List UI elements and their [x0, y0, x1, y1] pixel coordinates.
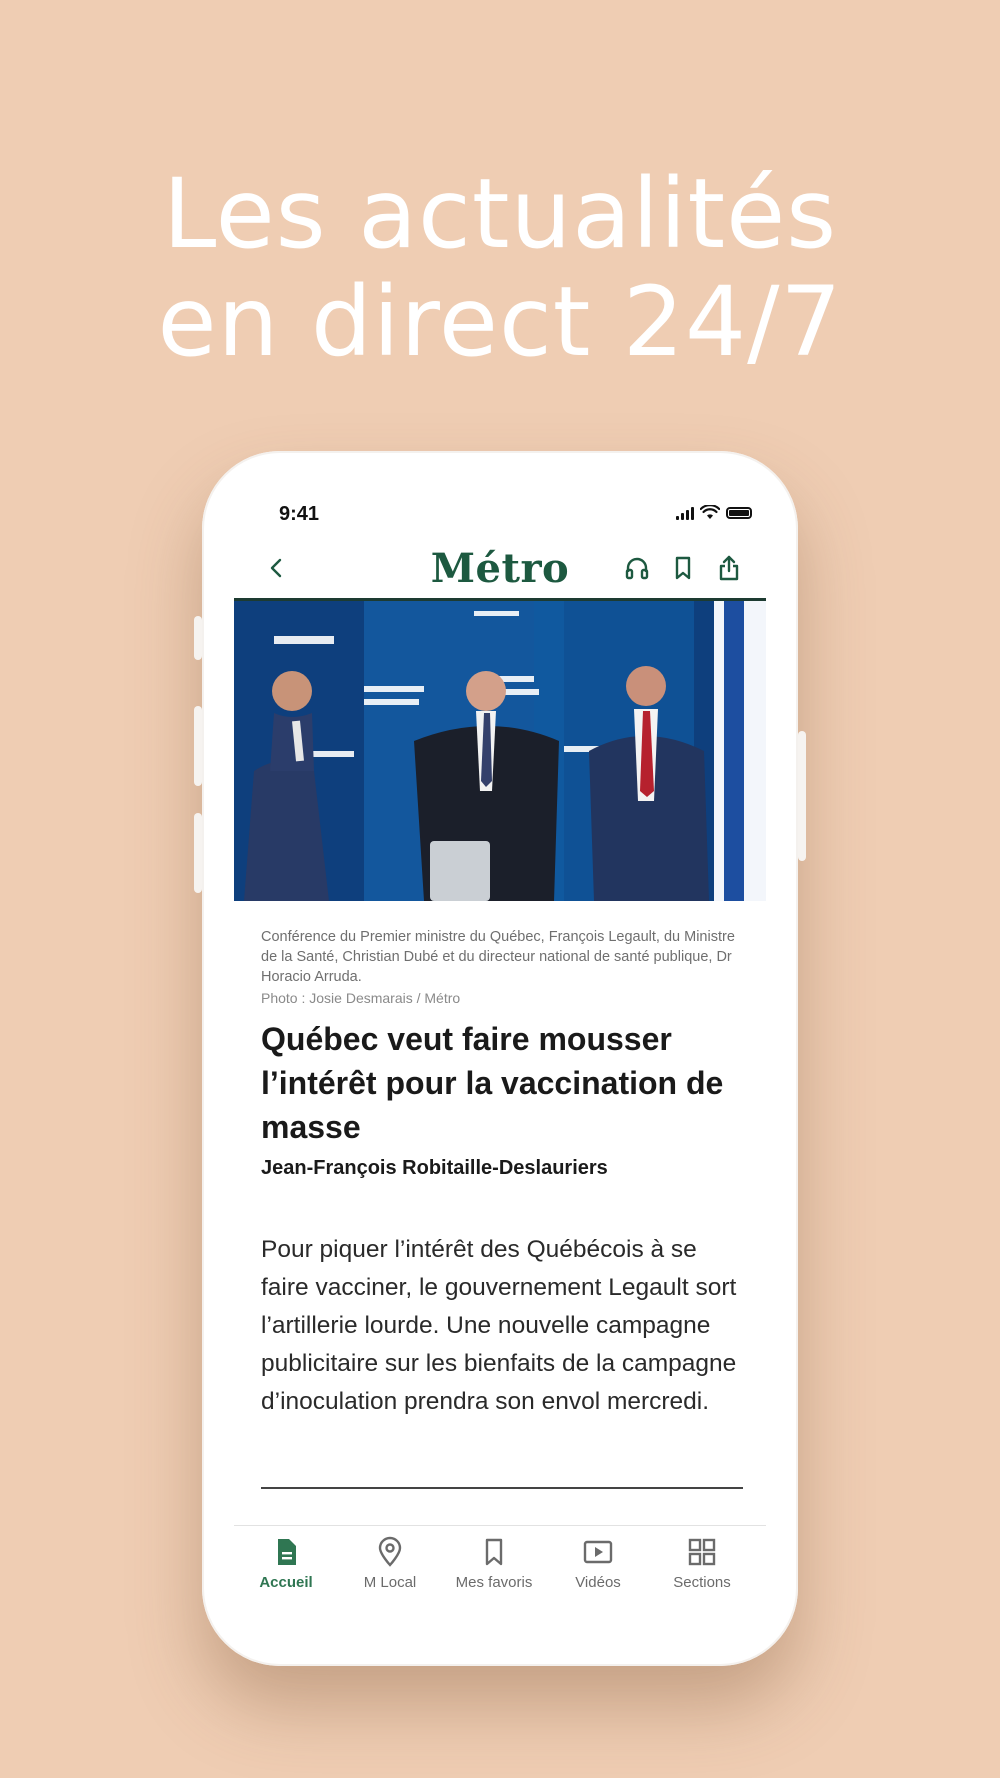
article-hero-photo[interactable] [234, 601, 766, 901]
tab-label: Vidéos [575, 1574, 621, 1591]
bookmark-icon[interactable] [668, 553, 698, 583]
phone-side-button [194, 706, 202, 786]
metro-logo: Métro [430, 545, 570, 592]
article-byline[interactable]: Jean-François Robitaille-Deslauriers [261, 1157, 608, 1179]
nav-actions [622, 553, 744, 583]
wifi-icon [700, 505, 720, 521]
tab-videos[interactable] [546, 1536, 650, 1591]
bottom-tab-bar [234, 1525, 766, 1606]
photo-credit: Photo : Josie Desmarais / Métro [261, 990, 461, 1006]
phone-frame [202, 451, 798, 1666]
tab-mes-favoris[interactable] [442, 1536, 546, 1591]
status-time: 9:41 [279, 503, 320, 525]
tab-label: Accueil [259, 1574, 313, 1591]
article-lead-paragraph: Pour piquer l’intérêt des Québécois à se faire vacciner, le gouvernement Legault sort l’artillerie lourde. Une nouvelle campagne publicitaire sur les bienfaits de la campagne d’inoculation prendra son envol mercredi. [261, 1236, 737, 1415]
app-screen [234, 481, 766, 1631]
signal-icon [676, 506, 694, 520]
status-icons [676, 503, 752, 523]
article-title: Québec veut faire mousser l’intérêt pour la vaccination de masse [261, 1021, 724, 1145]
photo-caption: Conférence du Premier ministre du Québec, François Legault, du Ministre de la Santé, Christian Dubé et du directeur national de santé publique, Dr Horacio Arruda. [261, 929, 735, 985]
grid-icon [686, 1536, 718, 1568]
tab-label: Sections [673, 1574, 731, 1591]
phone-side-button [798, 731, 806, 861]
promo-line-2: en direct 24/7 [157, 266, 843, 378]
tab-label: M Local [363, 1574, 417, 1591]
back-chevron-icon[interactable] [262, 553, 292, 583]
play-icon [582, 1536, 614, 1568]
headphones-icon[interactable] [622, 553, 652, 583]
promo-headline [0, 160, 1000, 376]
location-pin-icon [374, 1536, 406, 1568]
promo-line-1: Les actualités [162, 158, 838, 270]
phone-side-button [194, 616, 202, 660]
tab-accueil[interactable] [234, 1536, 338, 1591]
article-nav-bar [234, 543, 766, 595]
tab-sections[interactable] [650, 1536, 754, 1591]
battery-icon [726, 507, 752, 519]
document-icon [270, 1536, 302, 1568]
article-divider [261, 1487, 743, 1489]
tab-m-local[interactable] [338, 1536, 442, 1591]
tab-label: Mes favoris [455, 1574, 533, 1591]
phone-side-button [194, 813, 202, 893]
status-bar [234, 481, 766, 531]
bookmark-icon [478, 1536, 510, 1568]
share-icon[interactable] [714, 553, 744, 583]
